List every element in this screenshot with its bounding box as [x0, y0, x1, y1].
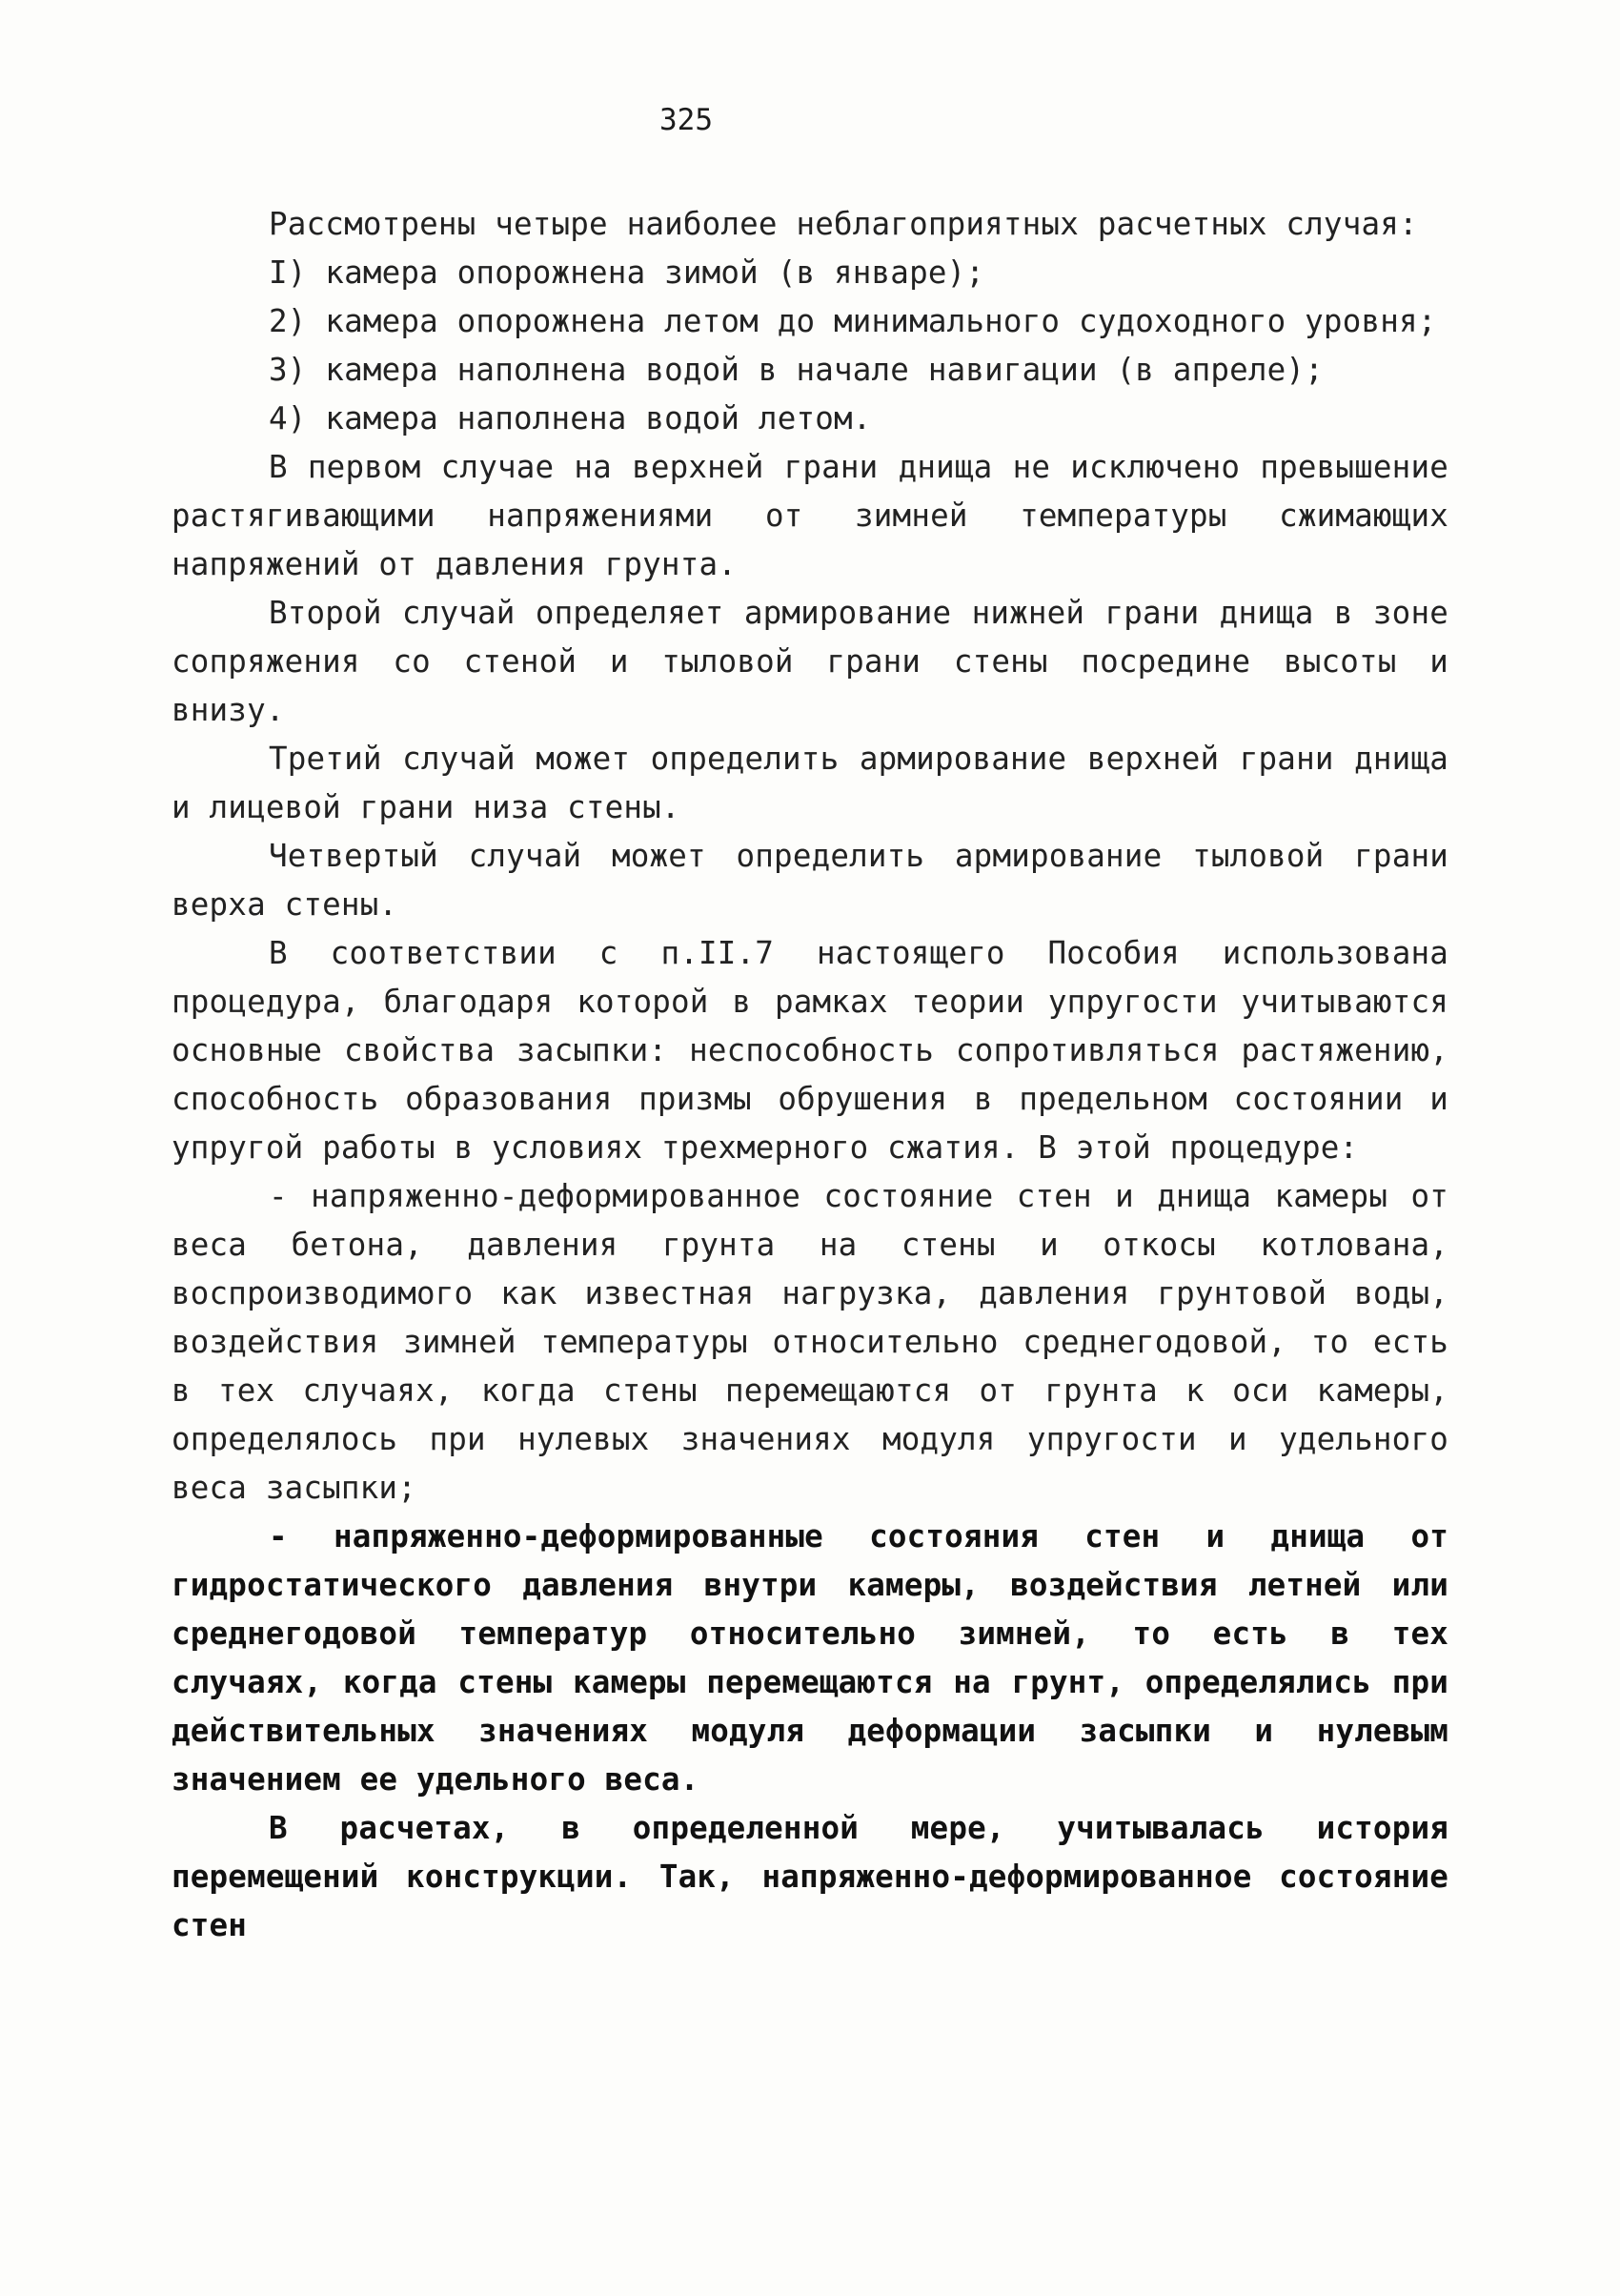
paragraph-procedure: В соответствии с п.II.7 настоящего Пособия использована процедура, благодаря которой в рамках теории упругости учитываются основные свойства засыпки: неспособность сопротивляться растяжению, способность образования призмы обрушения в предельном состоянии и упругой работы в условиях трехмерного сжатия. В этой процедуре: [172, 935, 1448, 1166]
list-item-case-1: I) камера опорожнена зимой (в январе); [269, 254, 985, 291]
paragraph-history: В расчетах, в определенной мере, учитывалась история перемещений конструкции. Так, напряженно-деформированное состояние стен [172, 1810, 1448, 1943]
bullet-item-2: - напряженно-деформированные состояния стен и днища от гидростатического давления внутри камеры, воздействия летней или среднегодовой температур относительно зимней, то есть в тех случаях, когда стены камеры перемещаются на грунт, определялись при действительных значениях модуля деформации засыпки и нулевым значением ее удельного веса. [172, 1518, 1448, 1798]
paragraph-intro: Рассмотрены четыре наиболее неблагоприятных расчетных случая: [269, 206, 1418, 242]
list-item-case-4: 4) камера наполнена водой летом. [269, 400, 872, 437]
paragraph-fourth-case: Четвертый случай может определить армирование тыловой грани верха стены. [172, 838, 1448, 923]
bullet-item-1: - напряженно-деформированное состояние стен и днища камеры от веса бетона, давления грунта на стены и откосы котлована, воспроизводимого как известная нагрузка, давления грунтовой воды, воздействия зимней температуры относительно среднегодовой, то есть в тех случаях, когда стены перемещаются от грунта к оси камеры, определялось при нулевых значениях модуля упругости и удельного веса засыпки; [172, 1178, 1448, 1506]
body-text [172, 200, 1448, 1950]
paragraph-first-case: В первом случае на верхней грани днища не исключено превышение растягивающими напряжениями от зимней температуры сжимающих напряжений от давления грунта. [172, 449, 1448, 582]
list-item-case-2: 2) камера опорожнена летом до минимального судоходного уровня; [269, 303, 1437, 339]
paragraph-second-case: Второй случай определяет армирование нижней грани днища в зоне сопряжения со стеной и тыловой грани стены посредине высоты и внизу. [172, 595, 1448, 728]
list-item-case-3: 3) камера наполнена водой в начале навигации (в апреле); [269, 352, 1324, 388]
paragraph-third-case: Третий случай может определить армирование верхней грани днища и лицевой грани низа стены. [172, 741, 1448, 825]
page-number: 325 [659, 103, 713, 137]
